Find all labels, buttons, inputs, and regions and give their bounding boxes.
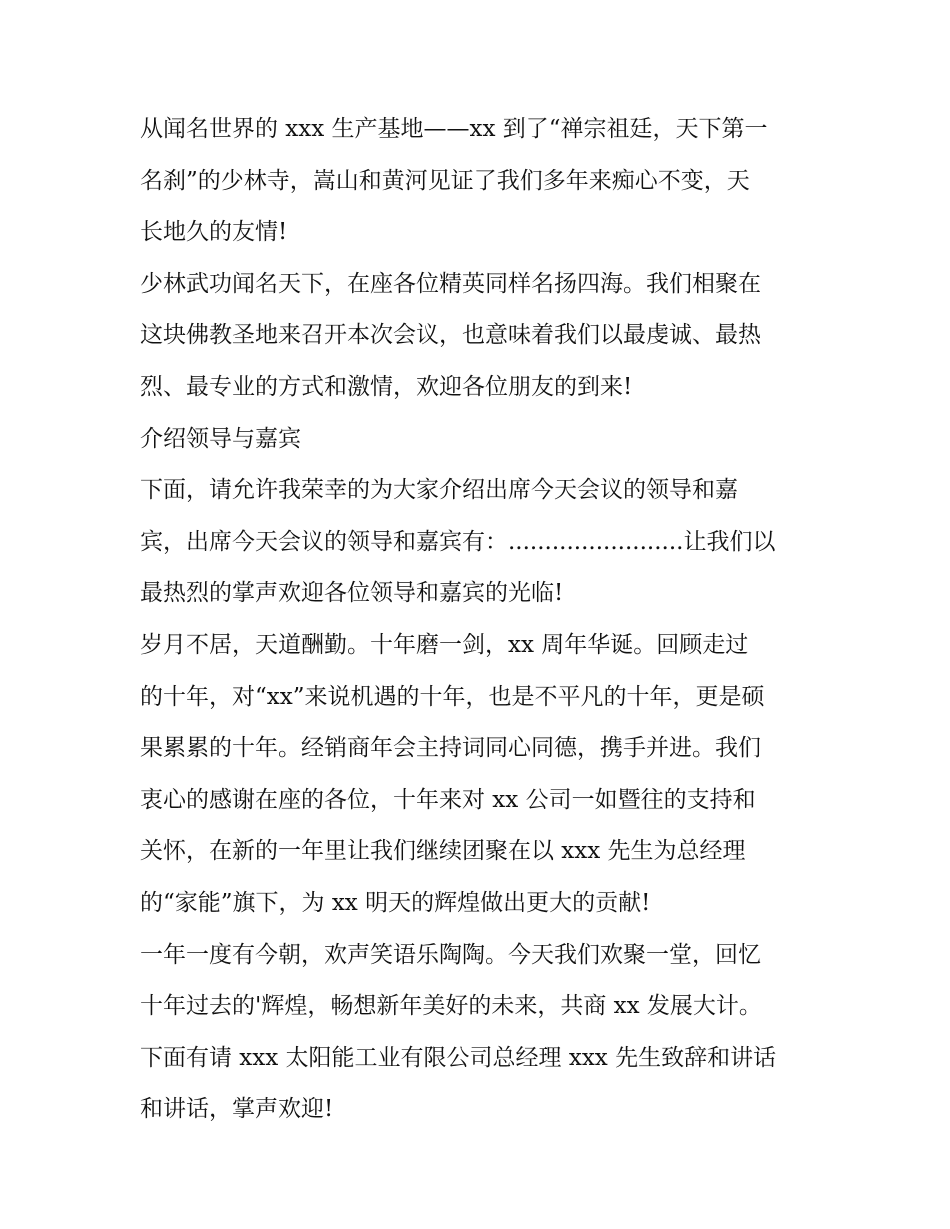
text-line: 衷心的感谢在座的各位，十年来对 xx 公司一如暨往的支持和: [140, 786, 756, 813]
text-line: 的十年，对“xx”来说机遇的十年，也是不平凡的十年，更是硕: [140, 683, 765, 710]
text-line: 岁月不居，天道酬勤。十年磨一剑，xx 周年华诞。回顾走过: [140, 631, 749, 658]
text-line: 一年一度有今朝，欢声笑语乐陶陶。今天我们欢聚一堂，回忆: [140, 941, 761, 968]
text-line: 长地久的友情!: [140, 219, 288, 246]
text-line: 少林武功闻名天下，在座各位精英同样名扬四海。我们相聚在: [140, 270, 761, 297]
text-line: 下面，请允许我荣幸的为大家介绍出席今天会议的领导和嘉: [140, 477, 738, 504]
text-line: 十年过去的'辉煌，畅想新年美好的未来，共商 xx 发展大计。: [140, 993, 762, 1020]
text-line: 烈、最专业的方式和激情，欢迎各位朋友的到来!: [140, 373, 633, 400]
text-line: 关怀，在新的一年里让我们继续团聚在以 xxx 先生为总经理: [140, 838, 746, 865]
text-line: 果累累的十年。经销商年会主持词同心同德，携手并进。我们: [140, 735, 761, 762]
text-line: 这块佛教圣地来召开本次会议，也意味着我们以最虔诚、最热: [140, 322, 761, 349]
text-line: 最热烈的掌声欢迎各位领导和嘉宾的光临!: [140, 580, 564, 607]
text-line: 名刹”的少林寺，嵩山和黄河见证了我们多年来痴心不变，天: [140, 167, 750, 194]
text-line: 宾，出席今天会议的领导和嘉宾有：........................让我们以: [140, 528, 776, 555]
text-line: 的“家能”旗下，为 xx 明天的辉煌做出更大的贡献!: [140, 889, 651, 916]
text-line: 从闻名世界的 xxx 生产基地——xx 到了“禅宗祖廷，天下第一: [140, 116, 768, 142]
section-heading: 介绍领导与嘉宾: [140, 425, 301, 452]
text-line: 和讲话，掌声欢迎!: [140, 1096, 334, 1123]
document-body: [140, 104, 820, 1136]
text-line: 下面有请 xxx 太阳能工业有限公司总经理 xxx 先生致辞和讲话: [140, 1044, 777, 1071]
